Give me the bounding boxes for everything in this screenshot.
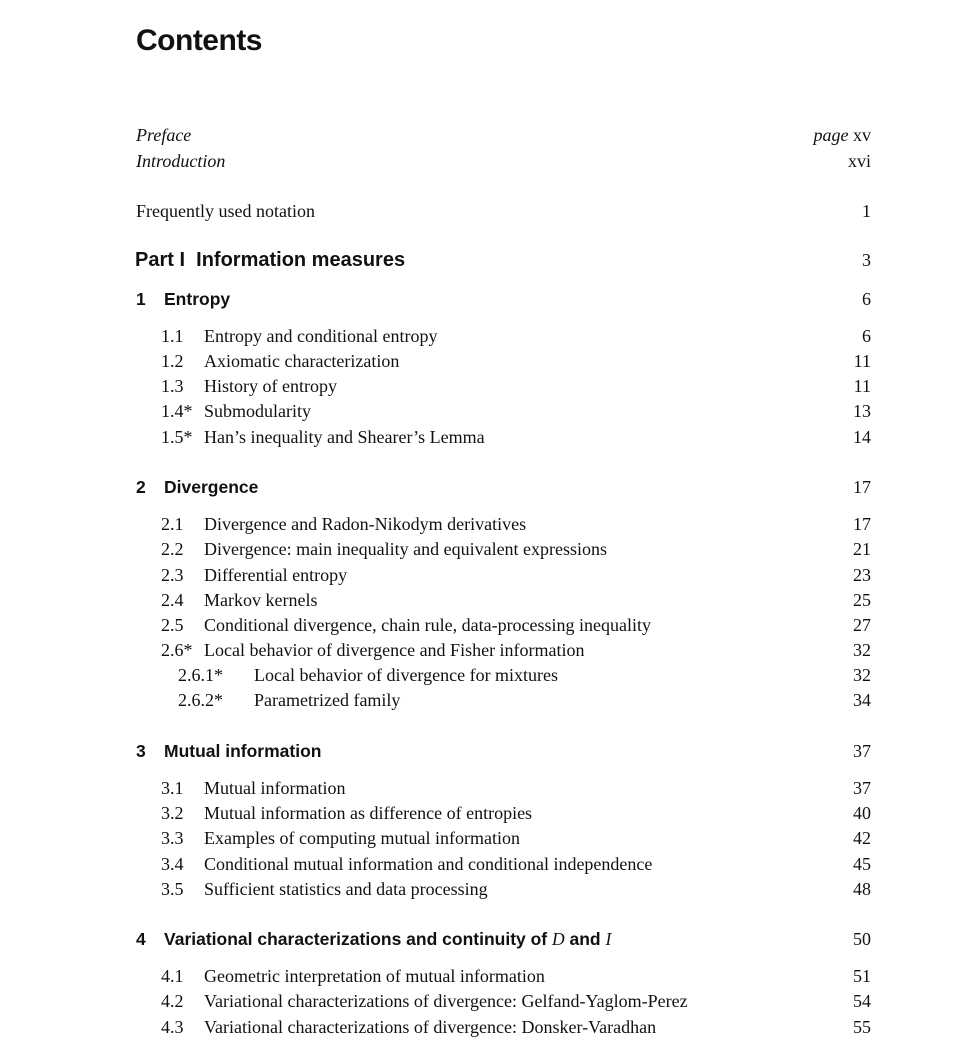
toc-subsection[interactable] (0, 688, 970, 712)
entry-page: 50 (853, 929, 871, 949)
entry-page: 32 (853, 665, 871, 685)
toc-section[interactable] (0, 877, 970, 901)
section-number: 3.4 (161, 854, 184, 874)
subsection-number: 2.6.1* (178, 665, 223, 685)
section-label: Variational characterizations of divergence: Gelfand-Yaglom-Perez (204, 991, 688, 1011)
toc-chapter-2[interactable] (0, 475, 970, 499)
toc-entry-preface[interactable] (0, 123, 970, 147)
subsection-number: 2.6.2* (178, 690, 223, 710)
toc-section[interactable] (0, 826, 970, 850)
section-number: 1.1 (161, 326, 184, 346)
section-number: 1.2 (161, 351, 184, 371)
page-number: xv (853, 125, 871, 145)
entry-page: 6 (862, 289, 871, 309)
entry-page: 25 (853, 590, 871, 610)
entry-label: Frequently used notation (136, 201, 315, 221)
toc-chapter-1[interactable] (0, 287, 970, 311)
section-label: Markov kernels (204, 590, 318, 610)
entry-page: 14 (853, 427, 871, 447)
chapter-number: 1 (136, 289, 146, 309)
entry-page: 55 (853, 1017, 871, 1037)
toc-section[interactable] (0, 588, 970, 612)
toc-entry-notation[interactable] (0, 199, 970, 223)
chapter-label (164, 927, 611, 951)
entry-page: 21 (853, 539, 871, 559)
chapter-label: Mutual information (164, 741, 322, 761)
chapter-label-text: Variational characterizations and continuity of (164, 929, 552, 949)
toc-section[interactable] (0, 638, 970, 662)
part-label: Part I Information measures (135, 249, 406, 271)
section-label: Conditional mutual information and conditional independence (204, 854, 653, 874)
chapter-number: 2 (136, 477, 146, 497)
toc-section[interactable] (0, 989, 970, 1013)
chapter-label-and: and (564, 929, 606, 949)
section-label: Divergence and Radon-Nikodym derivatives (204, 514, 527, 534)
entry-page: 17 (853, 477, 871, 497)
entry-page: 13 (853, 401, 871, 421)
section-number: 1.5* (161, 427, 193, 447)
toc-section[interactable] (0, 537, 970, 561)
toc-subsection[interactable] (0, 663, 970, 687)
toc-section[interactable] (0, 399, 970, 423)
toc-section[interactable] (0, 425, 970, 449)
math-d: D (552, 929, 565, 949)
entry-page: 27 (853, 615, 871, 635)
entry-page: xvi (847, 151, 871, 171)
section-number: 1.4* (161, 401, 193, 421)
entry-page: 51 (853, 966, 871, 986)
toc-section[interactable] (0, 1015, 970, 1039)
section-label: Examples of computing mutual information (204, 828, 520, 848)
toc-section[interactable] (0, 324, 970, 348)
section-label: Entropy and conditional entropy (204, 326, 438, 346)
entry-page: 1 (862, 201, 871, 221)
section-number: 2.3 (161, 565, 184, 585)
section-number: 2.5 (161, 615, 184, 635)
entry-page: 3 (862, 250, 871, 270)
toc-section[interactable] (0, 349, 970, 373)
subsection-label: Local behavior of divergence for mixtures (254, 665, 559, 685)
chapter-label: Entropy (164, 289, 231, 309)
section-label: Divergence: main inequality and equivalent expressions (204, 539, 608, 559)
entry-page: 40 (853, 803, 871, 823)
section-number: 1.3 (161, 376, 184, 396)
section-number: 4.2 (161, 991, 184, 1011)
section-label: Han’s inequality and Shearer’s Lemma (204, 427, 485, 447)
toc-chapter-3[interactable] (0, 739, 970, 763)
toc-section[interactable] (0, 613, 970, 637)
section-number: 3.3 (161, 828, 184, 848)
entry-page: 37 (853, 741, 871, 761)
toc-entry-introduction[interactable] (0, 149, 970, 173)
toc-section[interactable] (0, 374, 970, 398)
section-label: Variational characterizations of divergence: Donsker-Varadhan (204, 1017, 657, 1037)
toc-part-1[interactable] (0, 248, 970, 272)
section-number: 2.6* (161, 640, 193, 660)
section-number: 2.4 (161, 590, 184, 610)
section-label: Differential entropy (204, 565, 348, 585)
entry-page: 6 (862, 326, 871, 346)
entry-page: 54 (853, 991, 871, 1011)
section-label: Geometric interpretation of mutual information (204, 966, 545, 986)
section-label: Mutual information (204, 778, 346, 798)
section-label: Axiomatic characterization (204, 351, 400, 371)
toc-section[interactable] (0, 776, 970, 800)
math-i: I (605, 929, 612, 949)
section-number: 3.2 (161, 803, 184, 823)
section-number: 4.3 (161, 1017, 184, 1037)
entry-page: 11 (853, 351, 871, 371)
entry-page: 42 (853, 828, 871, 848)
section-label: Submodularity (204, 401, 311, 421)
entry-page: 23 (853, 565, 871, 585)
toc-chapter-4[interactable] (0, 927, 970, 951)
entry-page: 32 (853, 640, 871, 660)
chapter-number: 3 (136, 741, 146, 761)
toc-section[interactable] (0, 563, 970, 587)
toc-section[interactable] (0, 512, 970, 536)
page-title: Contents (136, 24, 262, 57)
toc-section[interactable] (0, 801, 970, 825)
chapter-number: 4 (136, 929, 146, 949)
entry-label: Introduction (136, 151, 226, 171)
section-number: 3.1 (161, 778, 184, 798)
section-label: Local behavior of divergence and Fisher information (204, 640, 585, 660)
entry-page: 11 (853, 376, 871, 396)
chapter-label: Divergence (164, 477, 259, 497)
entry-page: 17 (853, 514, 871, 534)
entry-page: 37 (853, 778, 871, 798)
entry-page: 45 (853, 854, 871, 874)
page-prefix: page (813, 125, 849, 145)
section-label: Mutual information as difference of entropies (204, 803, 533, 823)
toc-section[interactable] (0, 852, 970, 876)
section-number: 3.5 (161, 879, 184, 899)
section-label: Conditional divergence, chain rule, data-processing inequality (204, 615, 652, 635)
entry-page (814, 123, 872, 147)
section-label: History of entropy (204, 376, 337, 396)
entry-label: Preface (136, 125, 192, 145)
section-number: 2.1 (161, 514, 184, 534)
subsection-label: Parametrized family (254, 690, 401, 710)
section-number: 4.1 (161, 966, 184, 986)
entry-page: 34 (853, 690, 871, 710)
section-label: Sufficient statistics and data processing (204, 879, 488, 899)
entry-page: 48 (853, 879, 871, 899)
section-number: 2.2 (161, 539, 184, 559)
toc-section[interactable] (0, 964, 970, 988)
